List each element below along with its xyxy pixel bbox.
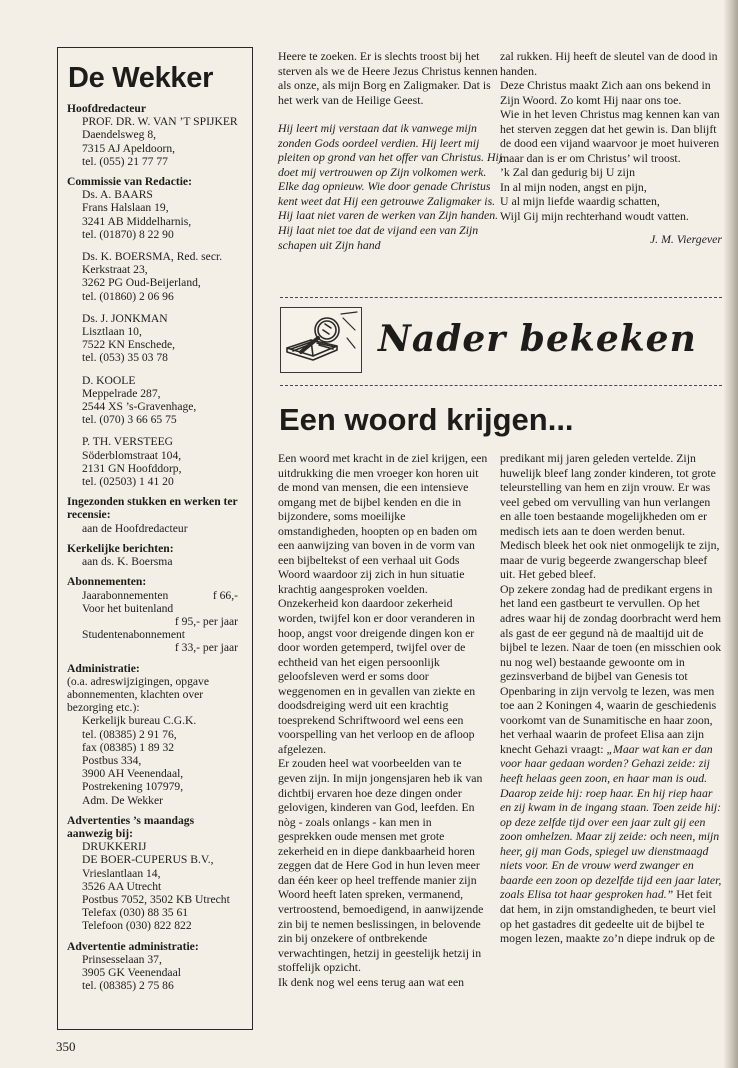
article-column-1: [278, 451, 488, 989]
paragraph: Deze Christus maakt Zich aan ons bekend in Zijn Woord. Zo komt Hij naar ons toe.: [500, 78, 711, 107]
submissions-heading: Ingezonden stukken en werken ter recensie:: [67, 495, 238, 522]
annual-subscription-price: f 66,-: [212, 588, 238, 602]
administration-section: [67, 662, 244, 807]
chief-editor-street: Daendelsweg 8,: [82, 128, 157, 142]
church-news-heading: Kerkelijke berichten:: [67, 541, 174, 555]
ads-monday-heading-1: Advertenties ’s maandags: [67, 813, 195, 827]
member-name: Ds. K. BOERSMA, Red. secr.: [82, 250, 223, 264]
ad-admin-street: Prinsesselaan 37,: [82, 952, 162, 966]
paragraph-italic: [278, 121, 503, 252]
page-number: 350: [56, 1039, 76, 1054]
member-phone: tel. (01870) 8 22 90: [82, 227, 174, 241]
administration-note-1: (o.a. adreswijzigingen, opgave: [67, 674, 209, 688]
italic-text: Hij leert mij verstaan dat ik vanwege mijn zonden Gods oordeel verdien. Hij leert mij pleiten op grond van het offer van Christus. Hij doet mij vertrouwen op Zijn volkomen werk. Elke dag opnieuw. Wie door genade Christus kent weet dat Hij een getrouwe Zaligmaker is. Hij laat niet varen de werken van Zijn handen. Hij laat niet toe dat de vijand een van Zijn schapen uit Zijn hand: [278, 121, 503, 252]
member-name: Ds. J. JONKMAN: [82, 311, 168, 325]
paragraph-text: Op zekere zondag had de predikant ergens in het land een gastbeurt te vervullen. Op het adres waar hij de zondag doorbracht werd hem als gast de eer gegund nà de maaltijd uit de bijbel te lezen. Naar de toen (en misschien ook nu nog wel) bestaande gewoonte om in gezinsverband de bijbel van Genesis tot Openbaring in zijn vervolg te lezen, was men toe aan 2 Koningen 4, waarin de geschiedenis voorkomt van de Sunamitische en haar zoon, het verhaal waarin de profeet Elisa aan zijn knecht Gehazi vraagt:: [500, 581, 722, 756]
ad-admin-heading: Advertentie administratie:: [67, 939, 199, 953]
printer-line-1: DRUKKERIJ: [82, 840, 147, 854]
printer-city: 3526 AA Utrecht: [82, 879, 162, 893]
printer-street: Vrieslantlaan 14,: [82, 866, 161, 880]
committee-member: [67, 188, 244, 241]
masthead-box: [57, 47, 253, 1030]
church-news-section: [67, 542, 244, 568]
banner-rule-bottom: [280, 385, 722, 386]
annual-subscription-label: Jaarabonnementen: [82, 588, 169, 602]
bible-quote: „Maar wat kan er dan voor haar gedaan worden? Gehazi zeide: zij heeft helaas geen zoon, en haar man is oud. Daarop zeide hij: roep haar. En hij riep haar en zij kwam in de ingang staan. Toen zeide hij: op deze zelfde tijd over een jaar zult gij een zoon omhelzen. Maar zij zeide: och neen, mijn heer, gij man Gods, spiegel uw dienstmaagd niets voor. En de vrouw werd zwanger en baarde een zoon op dezelfde tijd een jaar later, zoals Elisa tot haar gesproken had.”: [500, 741, 722, 902]
paragraph-with-quote: [500, 582, 722, 946]
paragraph: zal rukken. Hij heeft de sleutel van de dood in handen.: [500, 49, 718, 78]
member-street: Lisztlaan 10,: [82, 325, 142, 339]
magnifier-illustration: [281, 308, 361, 372]
member-name: D. KOOLE: [82, 373, 136, 387]
subscriptions-heading: Abonnementen:: [67, 575, 147, 589]
member-city: 3262 PG Oud-Beijerland,: [82, 276, 201, 290]
magnifying-glass-book-icon: [280, 307, 362, 373]
member-phone: tel. (01860) 2 06 96: [82, 289, 174, 303]
committee-member: [67, 374, 244, 427]
member-name: P. TH. VERSTEEG: [82, 435, 174, 449]
verse-line: U al mijn liefde waardig schatten,: [500, 194, 660, 209]
ad-admin-phone: tel. (08385) 2 75 86: [82, 979, 174, 993]
administration-office: Kerkelijk bureau C.G.K.: [82, 714, 197, 728]
article-title: Een woord krijgen...: [279, 402, 574, 437]
ads-monday-section: [67, 814, 244, 933]
member-street: Kerkstraat 23,: [82, 263, 148, 277]
administration-name: Adm. De Wekker: [82, 793, 163, 807]
administration-city: 3900 AH Veenendaal,: [82, 767, 184, 781]
abroad-subscription-price: f 95,- per jaar: [174, 614, 238, 628]
paragraph: predikant mij jaren geleden vertelde. Zijn huwelijk bleef lang zonder kinderen, tot grote teleurstelling van hem en zijn vrouw. Er was veel gebed om vervulling van hun verlangen en alle toen bestaande mogelijkheden om er medisch iets aan te doen werden benut. Medisch bleek het ook niet onmogelijk te zijn, maar de vurig begeerde zwangerschap bleef uit. Het gebed bleef.: [500, 451, 720, 582]
verse-line: Wijl Gij mijn rechterhand woudt vatten.: [500, 209, 689, 224]
paragraph: Onzekerheid kon daardoor zekerheid worden, twijfel kon er door veranderen in hoop, angst voor dreigende dingen kon er door worden getemperd, twijfel over de echtheid van het eigen persoonlijk geloofsleven werd er soms door weggenomen en in gevallen van ziekte en doodsdreiging werd uit een krachtig toesprekend Schriftwoord wel eens een voorspelling van het verloop en de afloop afgelezen.: [278, 596, 476, 756]
printer-phone: Telefoon (030) 822 822: [82, 919, 192, 933]
submissions-recipient: aan de Hoofdredacteur: [82, 521, 188, 535]
magazine-title: De Wekker: [68, 62, 214, 94]
printer-pobox: Postbus 7052, 3502 KB Utrecht: [82, 892, 230, 906]
printer-name: DE BOER-CUPERUS B.V.,: [82, 853, 214, 867]
committee-member: [67, 250, 244, 303]
paragraph: Een woord met kracht in de ziel krijgen, een uitdrukking die men vroeger kon horen uit de mond van mensen, die een intensieve omgang met de bijbel kenden en die in bijzondere, soms moeilijke omstandigheden, hoopten op en baden om een aanwijzing van boven in de vorm van een bijbeltekst of een verhaal uit Gods Woord waardoor zij zich in hun situatie krachtig aangesproken voelden.: [278, 451, 488, 596]
verse-line: In al mijn noden, angst en pijn,: [500, 179, 647, 194]
member-name: Ds. A. BAARS: [82, 188, 153, 202]
committee-heading: Commissie van Redactie:: [67, 175, 192, 189]
subscriptions-section: [67, 575, 244, 654]
member-city: 3241 AB Middelharnis,: [82, 214, 192, 228]
member-city: 7522 KN Enschede,: [82, 338, 176, 352]
ads-monday-heading-2: aanwezig bij:: [67, 826, 134, 840]
member-city: 2131 GN Hoofddorp,: [82, 461, 182, 475]
administration-note-3: bezorging etc.):: [67, 701, 140, 715]
section-title: Nader bekeken: [378, 318, 697, 360]
administration-phone: tel. (08385) 2 91 76,: [82, 727, 177, 741]
printer-fax: Telefax (030) 88 35 61: [82, 906, 189, 920]
committee-section: [67, 175, 244, 488]
previous-article-column-2: [500, 49, 722, 246]
paragraph: Ik denk nog wel eens terug aan wat een: [278, 974, 465, 989]
committee-member: [67, 312, 244, 365]
paragraph: Er zouden heel wat voorbeelden van te geven zijn. In mijn jongensjaren heb ik van dichtbij ervaren hoe deze dingen onder gelovigen, kinderen van God, leefden. En nòg - zoals onlangs - kan men in gesprekken oude mensen met grote zekerheid en in diepe dankbaarheid horen zeggen dat de Here God in hun leven meer dan één keer op heel treffende manier zijn Woord heeft laten spreken, vermanend, vertroostend, bemoedigend, in aanwijzende zin bij te nemen beslissingen, in belovende zin bij onzekere of ontbrekende verwachtingen, hetzij in geestelijk hetzij in stoffelijk opzicht.: [278, 756, 484, 975]
administration-fax: fax (08385) 1 89 32: [82, 740, 175, 754]
ad-admin-section: [67, 940, 244, 993]
paragraph: Heere te zoeken. Er is slechts troost bij het sterven als we de Heere Jezus Christus kennen als onze, als mijn Borg en Zaligmaker. Dat is het werk van de Heilige Geest.: [278, 49, 498, 107]
student-subscription-price: f 33,- per jaar: [174, 641, 238, 655]
article-column-2: [500, 451, 722, 946]
abroad-subscription-label: Voor het buitenland: [82, 601, 174, 615]
member-street: Meppelrade 287,: [82, 386, 161, 400]
administration-heading: Administratie:: [67, 661, 140, 675]
church-news-recipient: aan ds. K. Boersma: [82, 555, 173, 569]
administration-account: Postrekening 107979,: [82, 780, 184, 794]
committee-member: [67, 435, 244, 488]
chief-editor-section: [67, 102, 244, 168]
page-edge-shadow: [724, 0, 738, 1068]
chief-editor-phone: tel. (055) 21 77 77: [82, 154, 168, 168]
banner-rule-top: [280, 297, 722, 298]
previous-article-column-1: [278, 49, 503, 252]
author-signature: J. M. Viergever: [649, 231, 722, 246]
member-street: Frans Halslaan 19,: [82, 201, 169, 215]
paragraph: Wie in het leven Christus mag kennen kan van het sterven zeggen dat het gewin is. Dan blijft de dood een vijand waarvoor je moet huiveren maar dan is er om Christus’ wil troost.: [500, 107, 720, 165]
administration-note-2: abonnementen, klachten over: [67, 687, 204, 701]
chief-editor-name: PROF. DR. W. VAN ’T SPIJKER: [82, 115, 238, 129]
chief-editor-city: 7315 AJ Apeldoorn,: [82, 141, 176, 155]
student-subscription-label: Studentenabonnement: [82, 628, 186, 642]
member-street: Söderblomstraat 104,: [82, 448, 182, 462]
ad-admin-city: 3905 GK Veenendaal: [82, 965, 181, 979]
member-city: 2544 XS ’s-Gravenhage,: [82, 400, 197, 414]
administration-pobox: Postbus 334,: [82, 753, 142, 767]
member-phone: tel. (053) 35 03 78: [82, 351, 168, 365]
chief-editor-heading: Hoofdredacteur: [67, 102, 146, 115]
verse-line: ’k Zal dan gedurig bij U zijn: [500, 165, 635, 180]
member-phone: tel. (02503) 1 41 20: [82, 475, 174, 489]
submissions-section: [67, 495, 244, 535]
paragraph-text: Het feit dat hem, in zijn omstandigheden, te beurt viel op het gastadres dit gedeelte uit de bijbel te mogen lezen, maakte zo’n diepe indruk op de: [500, 887, 716, 946]
member-phone: tel. (070) 3 66 65 75: [82, 413, 177, 427]
